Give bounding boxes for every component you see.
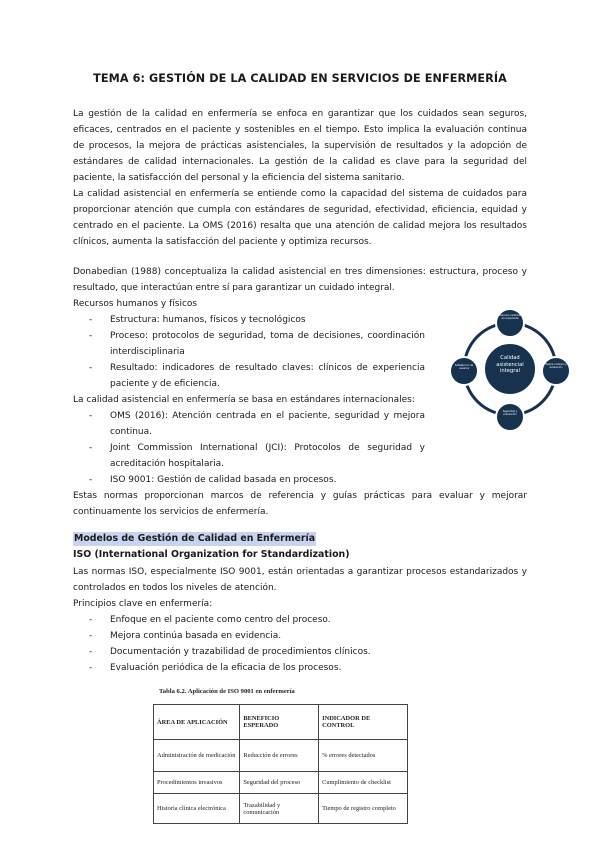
principle-patient-focus: Enfoque en el paciente como centro del proceso. xyxy=(110,615,331,625)
principles-label: Principios clave en enfermería: xyxy=(73,599,213,609)
table-cell: Administración de medicación xyxy=(154,740,240,772)
section-heading-quality-models: Modelos de Gestión de Calidad en Enfermería xyxy=(74,533,316,544)
page-title: TEMA 6: GESTIÓN DE LA CALIDAD EN SERVICIOS DE ENFERMERÍA xyxy=(93,72,507,85)
list-item: - ISO 9001: Gestión de calidad basada en procesos. xyxy=(89,472,425,488)
diagram-node-right-label-box xyxy=(544,363,568,383)
diagram-center-label: Calidad asistencial integral xyxy=(496,355,524,375)
table-row xyxy=(154,794,408,824)
table-cell: Procedimientos invasivos xyxy=(154,772,240,794)
table-header-row xyxy=(154,705,408,740)
diagram-node-top-label-box xyxy=(498,314,522,334)
list-item: - Mejora continúa basada en evidencia. xyxy=(89,628,529,644)
table-cell: Historia clínica electrónica xyxy=(154,794,240,824)
table-cell: Seguridad del proceso xyxy=(240,772,319,794)
list-item: - Estructura: humanos, físicos y tecnológicos xyxy=(89,312,425,328)
table-row xyxy=(154,740,408,772)
table-caption: Tabla 6.2. Aplicación de ISO 9001 en enfermería xyxy=(159,688,295,695)
standards-outro: Estas normas proporcionan marcos de referencia y guías prácticas para evaluar y mejorar continuamente los servicios de enfermería. xyxy=(73,491,527,517)
table-cell: Trazabilidad y comunicación xyxy=(240,794,319,824)
table-cell: Reducción de errores xyxy=(240,740,319,772)
dimension-structure: Estructura: humanos, físicos y tecnológicos xyxy=(110,315,306,325)
table-cell: Cumplimiento de checklist xyxy=(319,772,408,794)
principle-continuous-improvement: Mejora continúa basada en evidencia. xyxy=(110,631,282,641)
paragraph-intro: La gestión de la calidad en enfermería se enfoca en garantizar que los cuidados sean seguros, eficaces, centrados en el paciente y sostenibles en el tiempo. Esto implica la evaluación continua de procesos, la mejora de prácticas asistenciales, la supervisión de resultados y la adopción de estándares de calidad internacionales. La gestión de la calidad es clave para la seguridad del paciente, la satisfacción del personal y la eficiencia del sistema sanitario. xyxy=(73,109,527,183)
diagram-node-bottom-label-box xyxy=(498,410,522,426)
list-item: - Documentación y trazabilidad de procedimientos clínicos. xyxy=(89,644,529,660)
dimension-result: Resultado: indicadores de resultado claves: clínicos de experiencia paciente y de eficiencia. xyxy=(110,363,425,389)
principle-documentation: Documentación y trazabilidad de procedimientos clínicos. xyxy=(110,647,371,657)
table-cell: % errores detectados xyxy=(319,740,408,772)
list-item: - OMS (2016): Atención centrada en el paciente, seguridad y mejora continua. xyxy=(89,408,425,440)
standards-intro: La calidad asistencial en enfermería se basa en estándares internacionales: xyxy=(73,395,415,405)
quality-cycle-diagram xyxy=(435,305,585,433)
list-item: - Proceso: protocolos de seguridad, toma de decisiones, coordinación interdisciplinaria xyxy=(89,328,425,360)
iso-paragraph: Las normas ISO, especialmente ISO 9001, están orientadas a garantizar procesos estandarizados y controlados en todos los niveles de atención. xyxy=(73,567,527,593)
iso-application-table xyxy=(153,704,408,824)
table-header-cell: ÁREA DE APLICACIÓN xyxy=(154,705,240,740)
diagram-node-bottom-label: Seguridad y prevención xyxy=(502,410,518,416)
diagram-center-label-box xyxy=(487,355,533,385)
list-item: - Enfoque en el paciente como centro del proceso. xyxy=(89,612,529,628)
standard-jci: Joint Commission International (JCI): Protocolos de seguridad y acreditación hospitalaria. xyxy=(110,443,425,469)
list-item: - Resultado: indicadores de resultado claves: clínicos de experiencia paciente y de eficiencia. xyxy=(89,360,425,392)
table-row xyxy=(154,772,408,794)
table-cell: Tiempo de registro completo xyxy=(319,794,408,824)
table-header-cell: BENEFICIO ESPERADO xyxy=(240,705,319,740)
dimension-process: Proceso: protocolos de seguridad, toma de decisiones, coordinación interdisciplinaria xyxy=(110,331,425,357)
diagram-node-top-label: Atención centrada en el paciente xyxy=(499,314,521,320)
list-item: - Joint Commission International (JCI): Protocolos de seguridad y acreditación hospitalaria. xyxy=(89,440,425,472)
diagram-node-left-label-box xyxy=(452,364,476,380)
table-header-cell: INDICADOR DE CONTROL xyxy=(319,705,408,740)
standard-oms: OMS (2016): Atención centrada en el paciente, seguridad y mejora continua. xyxy=(110,411,425,437)
standard-iso: ISO 9001: Gestión de calidad basada en procesos. xyxy=(110,475,337,485)
resources-label: Recursos humanos y físicos xyxy=(73,299,198,309)
list-item: - Evaluación periódica de la eficacia de los procesos. xyxy=(89,660,529,676)
diagram-node-left-label: Satisfacción de usuarios xyxy=(454,364,474,370)
diagram-node-right-label: Mejora continua y evaluación xyxy=(545,363,567,369)
iso-heading: ISO (International Organization for Standardization) xyxy=(73,549,350,560)
paragraph-donabedian: Donabedian (1988) conceptualiza la calidad asistencial en tres dimensiones: estructura, proceso y resultado, que interactúan entre sí para garantizar un cuidado integral. xyxy=(73,267,527,293)
principle-evaluation: Evaluación periódica de la eficacia de los procesos. xyxy=(110,663,342,673)
paragraph-quality-definition: La calidad asistencial en enfermería se entiende como la capacidad del sistema de cuidados para proporcionar atención que cumpla con estándares de seguridad, efectividad, eficiencia, equidad y centrado en el paciente. La OMS (2016) resalta que una atención de calidad mejora los resultados clínicos, aumenta la satisfacción del paciente y optimiza recursos. xyxy=(73,189,527,247)
